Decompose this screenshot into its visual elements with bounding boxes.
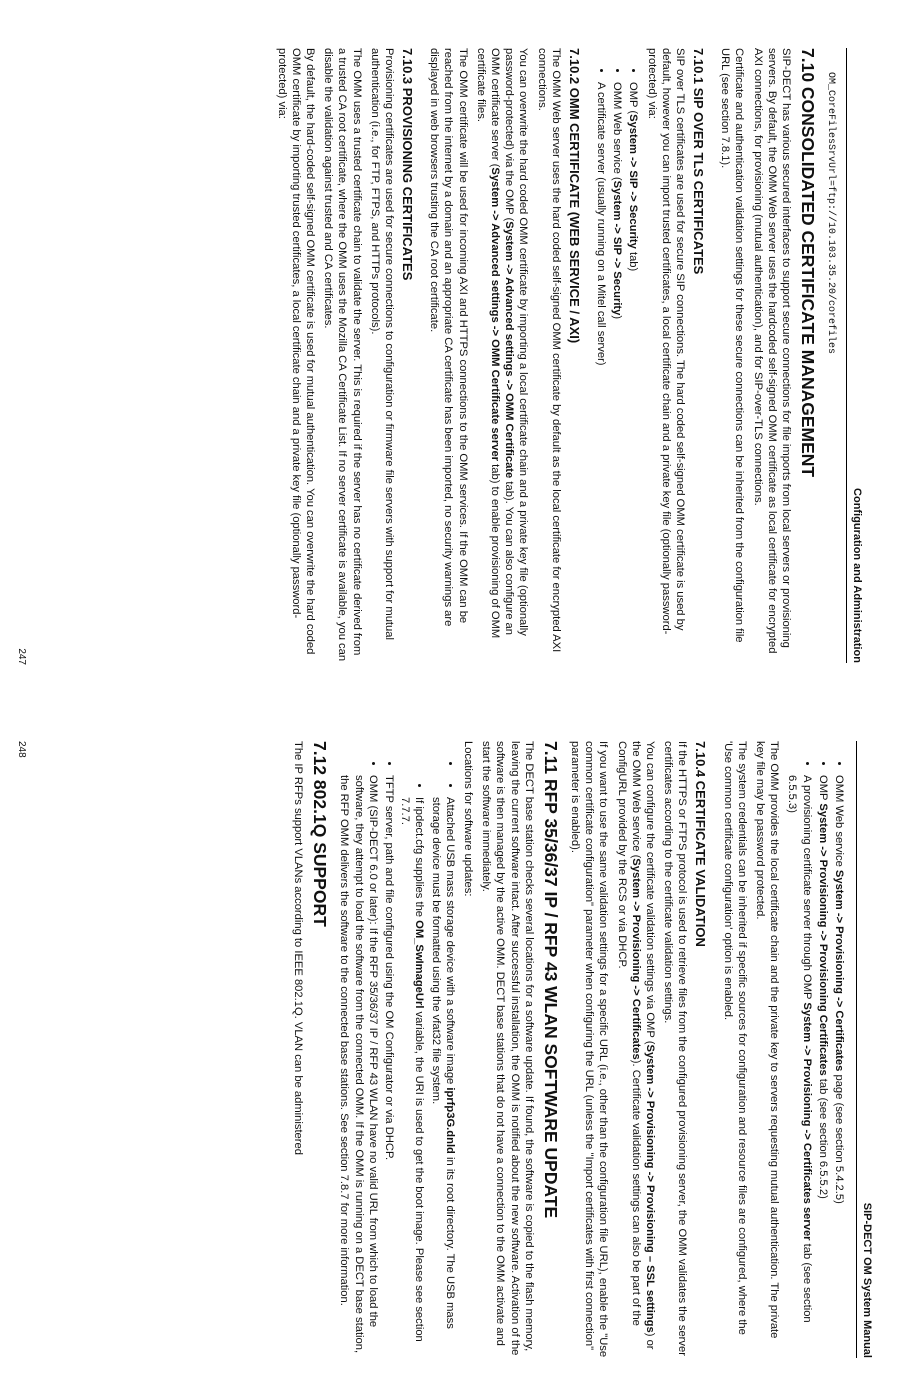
- list-item: • OMP (System -> SIP -> Security tab): [626, 82, 640, 663]
- section-7-12-title: 7.12 802.1Q SUPPORT: [310, 741, 331, 927]
- page-248: [0, 697, 901, 1394]
- paragraph: SIP-DECT has various secured interfaces to support secure connections for file imports from local servers or provisioning servers. By default, the OMM Web server uses the hardcoded self-signed OMM certificate as local certificate for encrypted AXI connections, for provisioning (mutual authentication), and for SIP-over-TLS connections.: [751, 48, 792, 654]
- list-item: • OMM (SIP-DECT 6.0 or later): If the RFP 35/36/37 IP / RFP 43 WLAN have no valid URL from which to load the software, they attempt to load the software from the connected OMM. If the OMM is running on a DECT base station, the RFP OMM delivers the software to the connected base stations. See section 7.8.7 for more information.: [337, 775, 380, 1358]
- list-item: • OMP System -> Provisioning -> Provisioning Certificates tab (see section 6.5.5.2): [816, 775, 830, 1358]
- paragraph: You can configure the certificate validation settings via OMP (System -> Provisioning -> Provisioning – SSL settings) or the OMM Web service (System -> Provisioning -> Certificates). Certificate validation settings can also be part of the ConfigURL provided by the RCS or via DHCP.: [615, 741, 656, 1350]
- paragraph: The OMM provides the local certificate chain and the private key to servers requesting mutual authentication. The private key file may be password protected.: [753, 741, 781, 1339]
- list-item: • • Attached USB mass storage device with a software image iprfp3G.dnld in its root directory. The USB mass storage device must be formatted using the vfat32 file system.: [428, 797, 456, 1358]
- list-item: • TFTP server, path and file configured using the OM Configurator or via DHCP.: [382, 775, 396, 1358]
- paragraph: You can overwrite the hard coded OMM certificate by importing a local certificate chain and a private key file (optionally password-protected) via the OMP (System -> Advanced settings -> OMM Certificate tab). You can also configure an OMM certificate server (System -> Advanced settings -> OMM Certificate server tab) to enable provisioning of OMM certificate files.: [474, 48, 530, 639]
- paragraph: The DECT base station checks several locations for a software update. If found, the software is copied to the flash memory, leaving the current software intact. After successful installation, the OMM is notified about the new software. Activation of the software is then managed by the active OMM. DECT base stations that do not have a connection to the OMM activate and start the software immediately.: [480, 741, 535, 1356]
- section-7-10-1-title: 7.10.1 SIP OVER TLS CERTIFICATES: [690, 48, 706, 275]
- bullet-list: [594, 48, 641, 663]
- bullet-list: [785, 741, 846, 1358]
- list-item: • A certificate server (usually running on a Mitel call server): [594, 82, 608, 663]
- section-7-10-3-title: 7.10.3 PROVISIONING CERTIFICATES: [399, 48, 415, 281]
- nested-bullet-list: [398, 775, 457, 1358]
- paragraph: The system credentials can be inherited if specific sources for configuration and resource files are configured, where the 'Use common certificate configuration' option is enabled.: [721, 741, 748, 1335]
- paragraph: The OMM certificate will be used for incoming AXI and HTTPS connections to the OMM services. If the OMM can be reached from the internet by a domain and an appropriate CA certificate has been imported, no security warnings are displayed in web browsers trusting the CA root certificate.: [428, 48, 469, 627]
- section-7-10-2-title: 7.10.2 OMM CERTIFICATE (WEB SERVICE / AXI): [566, 48, 582, 344]
- paragraph: By default, the hard-coded self-signed OMM certificate is used for mutual authentication. You can overwrite the hard coded OMM certificate by importing trusted certificates, a local certificate chain and a private key file (optionally password-protected) via:: [275, 48, 316, 655]
- paragraph: Provisioning certificates are used for secure connections to configuration or firmware file servers with support for mutual authentication (i.e., for FTP, FTPS, and HTTPs protocols).: [368, 48, 395, 640]
- list-item: • A provisioning certificate server through OMP System -> Provisioning -> Certificates server tab (see section 6.5.5.3): [785, 775, 813, 1358]
- paragraph: The IP RFPs support VLANs according to IEEE 802.1Q. VLAN can be administered: [292, 741, 305, 1155]
- paragraph: SIP over TLS certificates are used for secure SIP connections. The hard coded self-signed OMM certificate is used by default, however you can import trusted certificates, a local certificate chain and a private key file (optionally password-protected) via:: [645, 48, 686, 635]
- code-line: OM_CoreFilesSrvUrl=ftp://10.103.35.20/corefiles: [825, 72, 836, 355]
- paragraph: If you want to use the same validation settings for a specific URL (i.e., other than the configuration file URL), enable the "Use common certificate configuration" parameter when configuring the URL (unless the "Import certificates with first connection" parameter is enabled).: [568, 741, 610, 1358]
- paragraph: Locations for software updates:: [461, 741, 474, 897]
- page-number: 247: [16, 648, 27, 665]
- running-header: SIP-DECT OM System Manual: [856, 741, 873, 1358]
- list-item: [398, 775, 457, 1358]
- list-item: • OMM Web service System -> Provisioning -> Certificates page (see section 5.4.2.5): [832, 775, 846, 1358]
- paragraph: Certificate and authentication validation settings for these secure connections can be inherited from the configuration file URL (see section 7.8.1).: [719, 48, 746, 643]
- section-7-10-title: 7.10 CONSOLIDATED CERTIFICATE MANAGEMENT: [798, 48, 818, 478]
- bullet-list: [337, 741, 457, 1358]
- running-header: Configuration and Administration: [846, 48, 863, 663]
- section-7-11-title: 7.11 RFP 35/36/37 IP / RFP 43 WLAN SOFTWARE UPDATE: [540, 741, 561, 1219]
- paragraph: The OMM Web server uses the hard coded self-signed OMM certificate by default as the local certificate for encrypted AXI connections.: [535, 48, 562, 653]
- list-item: • If ipdect.cfg supplies the OM_SwImageUrl variable, the URI is used to get the boot image. Please see section 7.7.7.: [398, 797, 426, 1358]
- paragraph: The OMM uses a trusted certificate chain to validate the server. This is required if the server has no certificate derived from a trusted CA root certificate, where the OMM uses the Mozilla CA Certificate List. If no server certificate is available, you can disable the validation against trusted and CA certificates.: [322, 48, 363, 662]
- section-7-10-4-title: 7.10.4 CERTIFICATE VALIDATION: [693, 741, 709, 947]
- page-number: 248: [16, 741, 27, 758]
- paragraph: If the HTTPS or FTPS protocol is used to retrieve files from the configured provisioning server, the OMM validates the server certificates according to the certificate validation settings.: [662, 741, 689, 1356]
- list-item: • OMM Web service (System -> SIP -> Security): [610, 82, 624, 663]
